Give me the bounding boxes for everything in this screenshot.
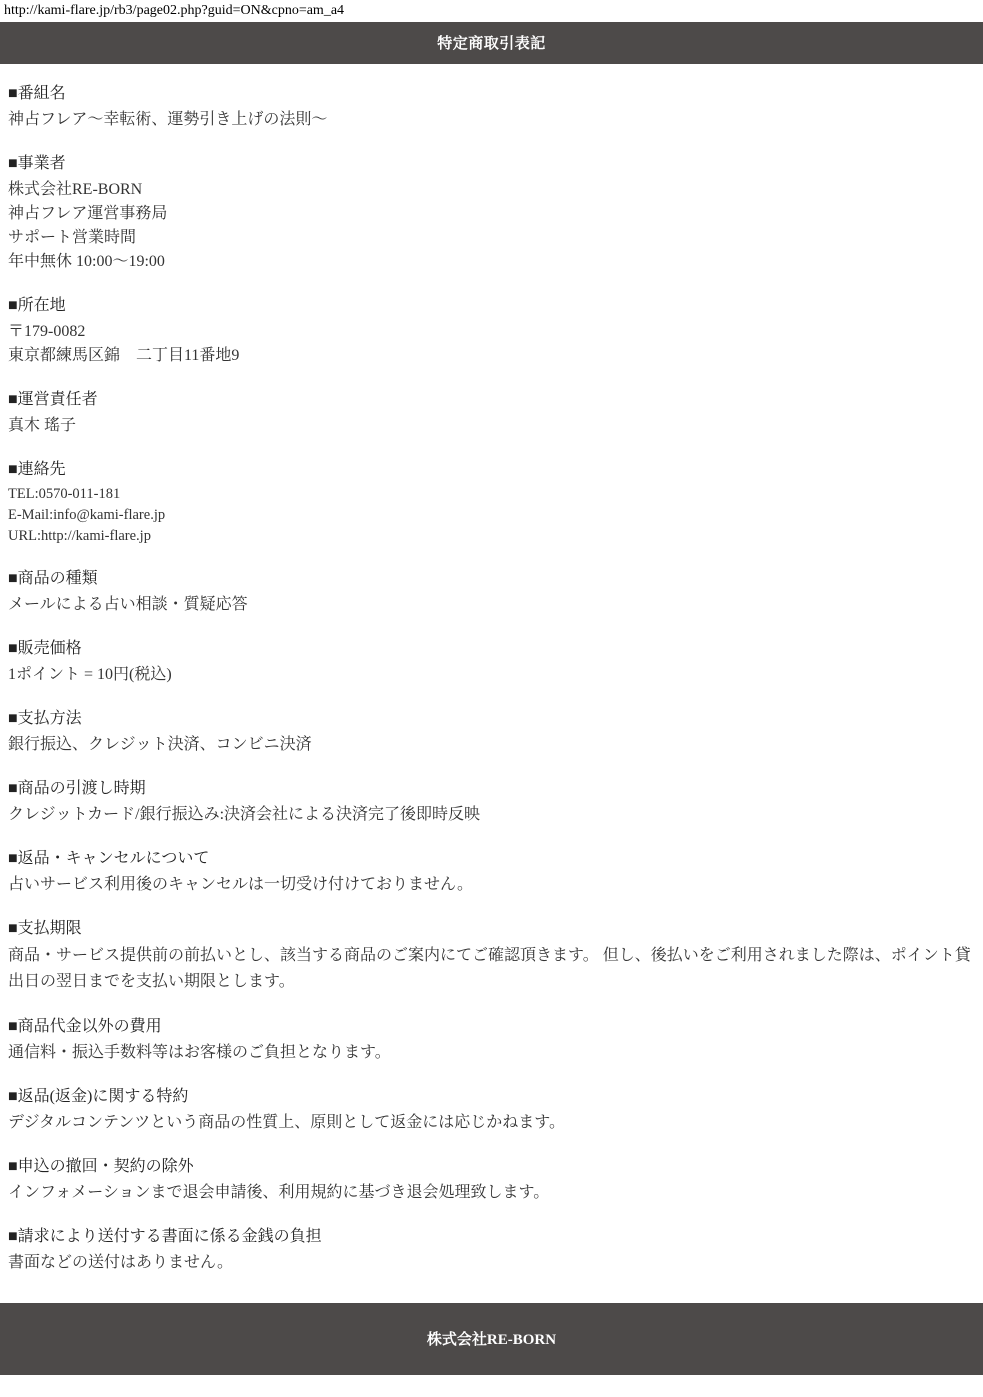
section-heading: ■商品の種類 xyxy=(8,570,98,587)
section-line: 銀行振込、クレジット決済、コンビニ決済 xyxy=(8,736,312,753)
section-line: 株式会社RE-BORN xyxy=(8,181,143,198)
section-line: 真木 瑤子 xyxy=(8,417,77,434)
document-section xyxy=(8,1155,975,1205)
section-line: サポート営業時間 xyxy=(8,229,137,246)
section-line: 1ポイント = 10円(税込) xyxy=(8,666,172,683)
section-heading: ■商品の引渡し時期 xyxy=(8,780,146,797)
document-section xyxy=(8,82,975,132)
document-section xyxy=(8,458,975,547)
section-line: TEL:0570-011-181 xyxy=(8,486,121,502)
section-line: E-Mail:info@kami-flare.jp xyxy=(8,507,166,523)
section-line: 占いサービス利用後のキャンセルは一切受け付けておりません。 xyxy=(8,876,473,893)
section-heading: ■返品・キャンセルについて xyxy=(8,850,210,867)
document-section xyxy=(8,294,975,368)
document-section xyxy=(8,388,975,438)
document-section xyxy=(8,1085,975,1135)
section-heading: ■支払期限 xyxy=(8,920,82,937)
page-title: 特定商取引表記 xyxy=(0,22,983,64)
section-line: 年中無休 10:00〜19:00 xyxy=(8,253,165,270)
section-heading: ■支払方法 xyxy=(8,710,82,727)
section-line: クレジットカード/銀行振込み:決済会社による決済完了後即時反映 xyxy=(8,806,481,823)
document-section xyxy=(8,917,975,995)
section-heading: ■商品代金以外の費用 xyxy=(8,1018,162,1035)
document-section xyxy=(8,1015,975,1065)
document-section xyxy=(8,152,975,274)
document-body xyxy=(0,64,983,1281)
section-heading: ■返品(返金)に関する特約 xyxy=(8,1088,189,1105)
section-line: 神占フレア運営事務局 xyxy=(8,205,168,222)
section-line: URL:http://kami-flare.jp xyxy=(8,528,151,544)
browser-url-bar[interactable]: http://kami-flare.jp/rb3/page02.php?guid=ON&cpno=am_a4 xyxy=(0,0,983,22)
section-line: 神占フレア〜幸転術、運勢引き上げの法則〜 xyxy=(8,111,328,128)
section-heading: ■販売価格 xyxy=(8,640,82,657)
document-section xyxy=(8,1225,975,1275)
section-line: デジタルコンテンツという商品の性質上、原則として返金には応じかねます。 xyxy=(8,1114,565,1131)
section-line: 書面などの送付はありません。 xyxy=(8,1254,233,1271)
section-heading: ■申込の撤回・契約の除外 xyxy=(8,1158,194,1175)
footer-company-name: 株式会社RE-BORN xyxy=(0,1303,983,1375)
section-line: 通信料・振込手数料等はお客様のご負担となります。 xyxy=(8,1044,391,1061)
section-line: 〒179-0082 xyxy=(8,323,86,340)
section-heading: ■連絡先 xyxy=(8,461,66,478)
document-section xyxy=(8,777,975,827)
section-line: メールによる占い相談・質疑応答 xyxy=(8,596,248,613)
section-heading: ■所在地 xyxy=(8,297,66,314)
section-heading: ■番組名 xyxy=(8,85,66,102)
bottom-spacer xyxy=(0,1375,983,1397)
page-container xyxy=(0,22,983,1375)
document-section xyxy=(8,567,975,617)
section-line: 商品・サービス提供前の前払いとし、該当する商品のご案内にてご確認頂きます。 但し、後払いをご利用されました際は、ポイント貸出日の翌日までを支払い期限とします。 xyxy=(8,947,971,990)
section-line: インフォメーションまで退会申請後、利用規約に基づき退会処理致します。 xyxy=(8,1184,550,1201)
section-heading: ■請求により送付する書面に係る金銭の負担 xyxy=(8,1228,322,1245)
section-line: 東京都練馬区錦 二丁目11番地9 xyxy=(8,347,240,364)
document-section xyxy=(8,637,975,687)
section-heading: ■運営責任者 xyxy=(8,391,98,408)
section-heading: ■事業者 xyxy=(8,155,66,172)
document-section xyxy=(8,847,975,897)
document-section xyxy=(8,707,975,757)
